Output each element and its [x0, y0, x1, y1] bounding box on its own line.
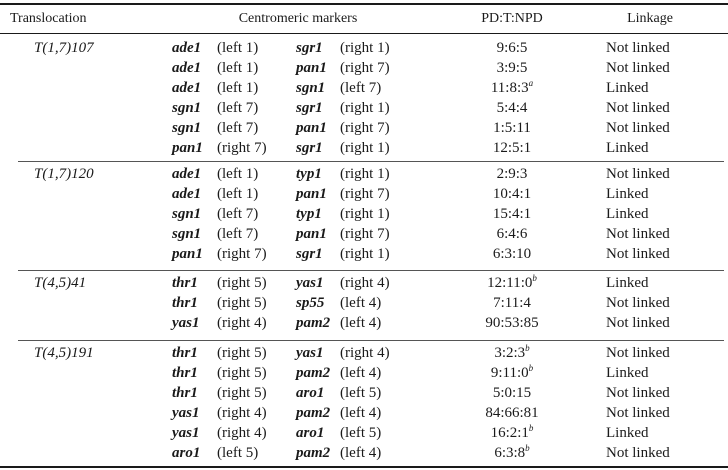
translocation-name: T(4,5)41 [34, 275, 87, 291]
pd-t-npd-ratio [485, 315, 538, 332]
pd-t-npd-ratio [493, 186, 531, 203]
marker-2: pan1 [296, 60, 327, 76]
marker-2: typ1 [296, 206, 322, 222]
ratio-value: 84:66:81 [485, 405, 539, 421]
header-ratio: PD:T:NPD [481, 11, 543, 26]
ratio-value: 9:11:0 [490, 365, 529, 381]
header-centromeric-markers: Centromeric markers [238, 11, 358, 26]
ratio-value: 90:53:85 [485, 315, 539, 331]
pd-t-npd-ratio [497, 60, 528, 77]
linkage-status: Not linked [606, 315, 670, 331]
marker-1: yas1 [172, 405, 200, 421]
marker-2: typ1 [296, 166, 322, 182]
linkage-status: Linked [606, 206, 649, 222]
translocation-name: T(1,7)107 [34, 40, 94, 56]
ratio-value: 16:2:1 [490, 425, 529, 441]
linkage-status: Linked [606, 425, 649, 441]
group-separator-rule [18, 340, 724, 341]
linkage-status: Not linked [606, 345, 670, 361]
marker-1: sgn1 [172, 120, 202, 136]
marker-1-position: (left 1) [217, 80, 259, 96]
ratio-value: 3:9:5 [496, 60, 528, 76]
marker-2-position: (left 4) [340, 365, 382, 381]
marker-2: sp55 [296, 295, 325, 311]
marker-2-position: (right 1) [340, 40, 390, 56]
marker-1: pan1 [172, 246, 203, 262]
marker-1-position: (right 5) [217, 295, 267, 311]
marker-1: thr1 [172, 295, 198, 311]
marker-1-position: (right 4) [217, 315, 267, 331]
linkage-status: Not linked [606, 445, 670, 461]
marker-2-position: (left 4) [340, 445, 382, 461]
marker-2-position: (right 4) [340, 345, 390, 361]
ratio-value: 15:4:1 [492, 206, 532, 222]
linkage-status: Linked [606, 365, 649, 381]
marker-2: sgr1 [296, 40, 323, 56]
marker-1: thr1 [172, 345, 198, 361]
marker-2: sgr1 [296, 140, 323, 156]
header-linkage: Linkage [627, 11, 673, 26]
group-separator-rule [18, 270, 724, 271]
ratio-value: 10:4:1 [492, 186, 532, 202]
marker-2-position: (right 7) [340, 226, 390, 242]
marker-1: yas1 [172, 425, 200, 441]
marker-1-position: (left 7) [217, 206, 259, 222]
marker-1-position: (right 4) [217, 405, 267, 421]
marker-2-position: (right 4) [340, 275, 390, 291]
linkage-status: Linked [606, 275, 649, 291]
pd-t-npd-ratio [497, 40, 528, 57]
marker-1-position: (left 5) [217, 445, 259, 461]
ratio-value: 2:9:3 [496, 166, 528, 182]
header-rule [0, 33, 728, 34]
marker-1: thr1 [172, 275, 198, 291]
footnote-marker: b [532, 273, 537, 283]
marker-1: yas1 [172, 315, 200, 331]
pd-t-npd-ratio [487, 275, 537, 292]
pd-t-npd-ratio [491, 425, 534, 442]
marker-1: ade1 [172, 186, 202, 202]
marker-1: ade1 [172, 80, 202, 96]
marker-1-position: (right 5) [217, 365, 267, 381]
marker-2: pam2 [296, 445, 331, 461]
marker-1-position: (left 7) [217, 226, 259, 242]
pd-t-npd-ratio [494, 445, 529, 462]
linkage-status: Not linked [606, 405, 670, 421]
footnote-marker: b [528, 363, 534, 373]
group-separator-rule [18, 161, 724, 162]
pd-t-npd-ratio [485, 405, 538, 422]
linkage-status: Not linked [606, 60, 670, 76]
marker-2-position: (left 7) [340, 80, 382, 96]
pd-t-npd-ratio [497, 100, 528, 117]
marker-1: ade1 [172, 40, 202, 56]
pd-t-npd-ratio [493, 140, 531, 157]
marker-2-position: (right 1) [340, 206, 390, 222]
marker-1-position: (left 1) [217, 166, 259, 182]
marker-1-position: (right 7) [217, 246, 267, 262]
marker-2: yas1 [296, 345, 324, 361]
linkage-status: Not linked [606, 226, 670, 242]
linkage-status: Not linked [606, 295, 670, 311]
ratio-value: 11:8:3 [490, 80, 529, 96]
ratio-value: 12:11:0 [487, 275, 533, 291]
marker-2-position: (left 4) [340, 315, 382, 331]
marker-1: thr1 [172, 365, 198, 381]
footnote-marker: a [528, 78, 534, 88]
marker-1: aro1 [172, 445, 201, 461]
marker-2: yas1 [296, 275, 324, 291]
marker-1-position: (left 1) [217, 186, 259, 202]
marker-2-position: (right 1) [340, 246, 390, 262]
marker-1-position: (left 7) [217, 100, 259, 116]
linkage-status: Not linked [606, 120, 670, 136]
pd-t-npd-ratio [493, 385, 531, 402]
marker-2: pan1 [296, 226, 327, 242]
marker-2: pam2 [296, 365, 331, 381]
pd-t-npd-ratio [491, 365, 533, 382]
marker-2: sgr1 [296, 246, 323, 262]
marker-2: sgr1 [296, 100, 323, 116]
linkage-status: Not linked [606, 100, 670, 116]
marker-2-position: (left 4) [340, 295, 382, 311]
linkage-status: Linked [606, 80, 649, 96]
marker-2-position: (left 4) [340, 405, 382, 421]
marker-2: pan1 [296, 186, 327, 202]
translocation-name: T(1,7)120 [34, 166, 94, 182]
marker-1: sgn1 [172, 226, 202, 242]
ratio-value: 5:4:4 [496, 100, 528, 116]
marker-1-position: (right 4) [217, 425, 267, 441]
ratio-value: 5:0:15 [492, 385, 532, 401]
ratio-value: 1:5:11 [493, 120, 531, 136]
marker-2-position: (right 7) [340, 186, 390, 202]
marker-1: sgn1 [172, 100, 202, 116]
header-translocation: Translocation [10, 11, 87, 26]
marker-1-position: (left 1) [217, 40, 259, 56]
footnote-marker: b [528, 423, 534, 433]
pd-t-npd-ratio [497, 226, 528, 243]
pd-t-npd-ratio [493, 295, 531, 312]
ratio-value: 7:11:4 [493, 295, 531, 311]
pd-t-npd-ratio [491, 80, 533, 97]
marker-1: ade1 [172, 166, 202, 182]
ratio-value: 6:3:10 [492, 246, 532, 262]
marker-2-position: (right 7) [340, 60, 390, 76]
ratio-value: 9:6:5 [496, 40, 528, 56]
linkage-status: Linked [606, 140, 649, 156]
translocation-name: T(4,5)191 [34, 345, 94, 361]
marker-1: ade1 [172, 60, 202, 76]
marker-1-position: (right 5) [217, 345, 267, 361]
pd-t-npd-ratio [494, 345, 529, 362]
marker-2: aro1 [296, 385, 325, 401]
marker-2: aro1 [296, 425, 325, 441]
ratio-value: 6:3:8 [494, 445, 526, 461]
marker-2-position: (right 1) [340, 100, 390, 116]
linkage-status: Not linked [606, 166, 670, 182]
footnote-marker: b [525, 443, 530, 453]
marker-1-position: (right 5) [217, 275, 267, 291]
marker-1: pan1 [172, 140, 203, 156]
pd-t-npd-ratio [493, 120, 531, 137]
linkage-status: Not linked [606, 40, 670, 56]
marker-2-position: (left 5) [340, 385, 382, 401]
pd-t-npd-ratio [493, 246, 531, 263]
pd-t-npd-ratio [497, 166, 528, 183]
marker-1-position: (right 7) [217, 140, 267, 156]
ratio-value: 6:4:6 [496, 226, 528, 242]
marker-1-position: (left 7) [217, 120, 259, 136]
marker-2: pam2 [296, 405, 331, 421]
linkage-status: Not linked [606, 246, 670, 262]
table-bottom-rule [0, 466, 728, 468]
marker-2-position: (right 1) [340, 140, 390, 156]
marker-2: sgn1 [296, 80, 326, 96]
ratio-value: 3:2:3 [494, 345, 526, 361]
linkage-status: Linked [606, 186, 649, 202]
table-top-rule [0, 3, 728, 5]
linkage-status: Not linked [606, 385, 670, 401]
marker-1: thr1 [172, 385, 198, 401]
marker-2-position: (right 1) [340, 166, 390, 182]
marker-1-position: (left 1) [217, 60, 259, 76]
ratio-value: 12:5:1 [492, 140, 532, 156]
marker-2-position: (left 5) [340, 425, 382, 441]
marker-2-position: (right 7) [340, 120, 390, 136]
footnote-marker: b [525, 343, 530, 353]
marker-2: pan1 [296, 120, 327, 136]
marker-1: sgn1 [172, 206, 202, 222]
marker-2: pam2 [296, 315, 331, 331]
marker-1-position: (right 5) [217, 385, 267, 401]
pd-t-npd-ratio [493, 206, 531, 223]
